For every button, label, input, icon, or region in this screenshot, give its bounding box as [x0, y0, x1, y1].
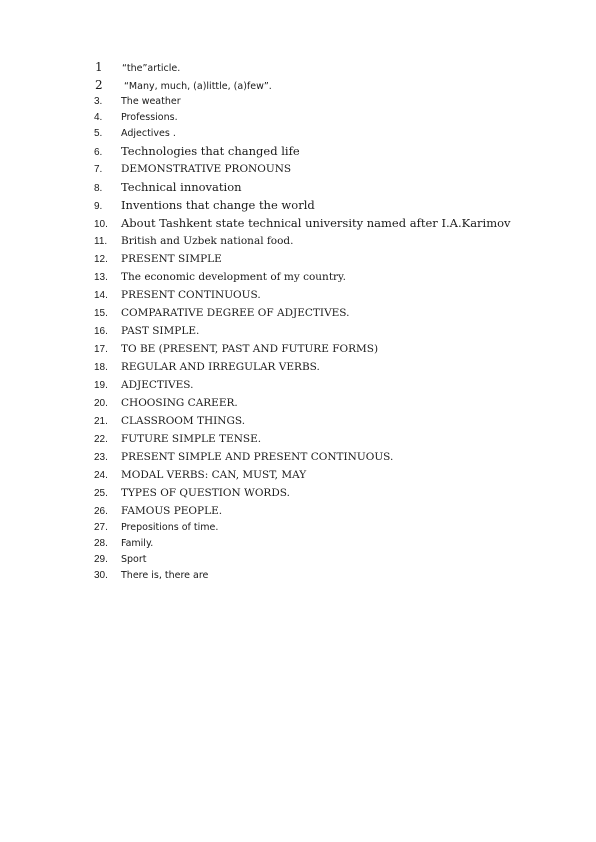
- list-item-number: 30.: [94, 570, 108, 581]
- list-item-number: 5.: [94, 128, 103, 139]
- list-item: [94, 126, 574, 142]
- list-item: [94, 376, 574, 394]
- list-item-text: Prepositions of time.: [121, 522, 219, 533]
- list-item: [94, 160, 574, 178]
- list-item-text: TO BE (PRESENT, PAST AND FUTURE FORMS): [121, 343, 379, 355]
- list-item-number: 13.: [94, 272, 108, 283]
- list-item-text: CHOOSING CAREER.: [121, 397, 238, 409]
- list-item-text: About Tashkent state technical university named after I.A.Karimov: [121, 216, 511, 230]
- list-item: [94, 286, 574, 304]
- list-item-text: Technologies that changed life: [121, 144, 300, 158]
- list-item-number: 25.: [94, 488, 108, 499]
- list-item-number: 17.: [94, 344, 108, 355]
- list-item-number: 22.: [94, 434, 108, 445]
- list-item-number: 20.: [94, 398, 108, 409]
- list-item-number: 16.: [94, 326, 108, 337]
- list-item-number: 9.: [94, 201, 103, 212]
- list-item: [94, 196, 574, 214]
- list-item-number: 26.: [94, 506, 108, 517]
- list-item: [94, 340, 574, 358]
- list-item-text: DEMONSTRATIVE PRONOUNS: [121, 163, 292, 175]
- list-item-number: 14.: [94, 290, 108, 301]
- list-item: [94, 412, 574, 430]
- list-item-number: 27.: [94, 522, 108, 533]
- list-item: [94, 232, 574, 250]
- list-item-text: MODAL VERBS: CAN, MUST, MAY: [121, 469, 307, 481]
- list-item: [94, 322, 574, 340]
- list-item-number: 15.: [94, 308, 108, 319]
- list-item: [94, 394, 574, 412]
- list-item-text: Sport: [121, 554, 147, 565]
- list-item: [94, 250, 574, 268]
- list-item: [94, 214, 574, 232]
- list-item: [94, 484, 574, 502]
- list-item-number: 10.: [94, 219, 108, 230]
- list-item: [94, 552, 574, 568]
- list-item-number: 18.: [94, 362, 108, 373]
- list-item-number: 29.: [94, 554, 108, 565]
- list-item: [94, 58, 574, 76]
- list-item-number: 12.: [94, 254, 108, 265]
- list-item-number: 2: [95, 78, 103, 92]
- list-item-text: Inventions that change the world: [121, 198, 315, 212]
- list-item: [94, 448, 574, 466]
- list-item: [94, 304, 574, 322]
- list-item-text: FAMOUS PEOPLE.: [121, 505, 223, 517]
- list-item-number: 11.: [94, 236, 108, 247]
- list-item-number: 4.: [94, 112, 103, 123]
- list-item-number: 3.: [94, 96, 103, 107]
- list-item-number: 8.: [94, 183, 103, 194]
- list-item-text: The economic development of my country.: [121, 271, 346, 283]
- list-item: [94, 94, 574, 110]
- list-item: [94, 502, 574, 520]
- list-item-text: CLASSROOM THINGS.: [121, 415, 246, 427]
- list-item-text: COMPARATIVE DEGREE OF ADJECTIVES.: [121, 307, 350, 319]
- list-item-text: TYPES OF QUESTION WORDS.: [121, 487, 290, 499]
- list-item-text: Adjectives .: [121, 128, 176, 139]
- list-item-text: “the”article.: [122, 63, 181, 74]
- list-item-number: 21.: [94, 416, 108, 427]
- list-item-number: 28.: [94, 538, 108, 549]
- list-item: [94, 520, 574, 536]
- list-item: [94, 142, 574, 160]
- list-item-text: FUTURE SIMPLE TENSE.: [121, 433, 262, 445]
- list-item: [94, 430, 574, 448]
- list-item-number: 23.: [94, 452, 108, 463]
- list-item: [94, 358, 574, 376]
- list-item-text: PAST SIMPLE.: [121, 325, 200, 337]
- list-item-text: Technical innovation: [121, 180, 242, 194]
- list-item: [94, 76, 574, 94]
- list-item-text: PRESENT SIMPLE: [121, 253, 222, 265]
- list-item-text: Family.: [121, 538, 154, 549]
- list-item-text: Professions.: [121, 112, 178, 123]
- list-item-text: ADJECTIVES.: [121, 379, 194, 391]
- list-item-text: PRESENT SIMPLE AND PRESENT CONTINUOUS.: [121, 451, 394, 463]
- list-item-text: PRESENT CONTINUOUS.: [121, 289, 261, 301]
- list-item: [94, 536, 574, 552]
- list-item-text: “Many, much, (a)little, (a)few”.: [124, 81, 272, 92]
- list-item-number: 1: [95, 60, 103, 74]
- list-item: [94, 178, 574, 196]
- list-item-text: There is, there are: [121, 570, 209, 581]
- list-item-number: 7.: [94, 164, 103, 175]
- list-item: [94, 568, 574, 584]
- list-item-number: 19.: [94, 380, 108, 391]
- list-item-text: British and Uzbek national food.: [121, 235, 294, 247]
- topic-list: [94, 58, 574, 584]
- list-item: [94, 268, 574, 286]
- list-item-number: 24.: [94, 470, 108, 481]
- list-item-text: The weather: [121, 96, 181, 107]
- list-item: [94, 466, 574, 484]
- list-item-text: REGULAR AND IRREGULAR VERBS.: [121, 361, 320, 373]
- list-item-number: 6.: [94, 147, 103, 158]
- list-item: [94, 110, 574, 126]
